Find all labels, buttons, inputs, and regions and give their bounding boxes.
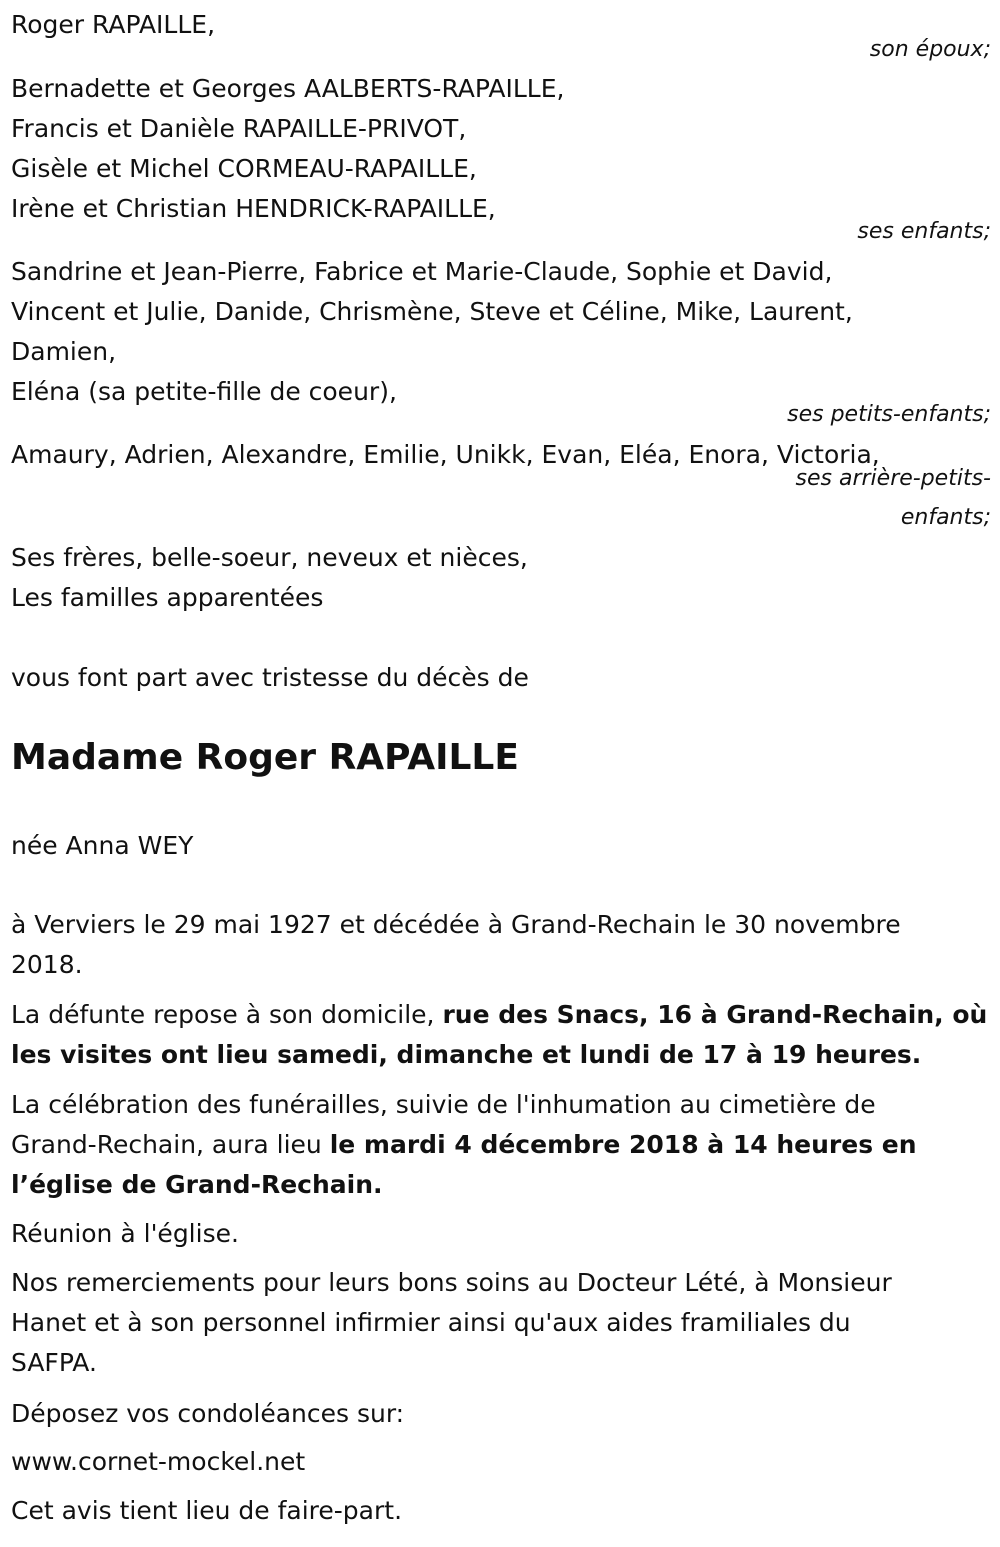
ceremony-date: le mardi 4 décembre 2018 à 14 heures en: [329, 1130, 917, 1159]
grandchild-line: Vincent et Julie, Danide, Chrismène, Steve et Céline, Mike, Laurent,: [11, 297, 853, 326]
thanks-line1: Nos remerciements pour leurs bons soins au Docteur Lété, à Monsieur: [11, 1268, 892, 1297]
ceremony-text: Grand-Rechain, aura lieu: [11, 1130, 330, 1159]
repose-text: La défunte repose à son domicile,: [11, 1000, 443, 1029]
ceremony-line1: La célébration des funérailles, suivie de l'inhumation au cimetière de: [11, 1090, 876, 1119]
repose-address: rue des Snacs, 16 à Grand-Rechain, où: [442, 1000, 988, 1029]
grandchild-line: Damien,: [11, 337, 117, 366]
birth-death-line2: 2018.: [11, 950, 83, 979]
grandchild-line: Sandrine et Jean-Pierre, Fabrice et Marie-Claude, Sophie et David,: [11, 257, 833, 286]
grandchild-line: Eléna (sa petite-fille de coeur),: [11, 377, 397, 406]
great-grandchildren-role-line2: enfants;: [900, 505, 991, 530]
condolences-label: Déposez vos condoléances sur:: [11, 1399, 405, 1428]
deceased-name: Madame Roger RAPAILLE: [11, 737, 519, 778]
born-name: née Anna WEY: [11, 831, 194, 860]
announcement: vous font part avec tristesse du décès de: [11, 663, 529, 692]
ceremony-line2: [11, 1125, 917, 1165]
great-grandchild-line: Amaury, Adrien, Alexandre, Emilie, Unikk, Evan, Eléa, Enora, Victoria,: [11, 440, 880, 469]
birth-death-line1: à Verviers le 29 mai 1927 et décédée à Grand-Rechain le 30 novembre: [11, 910, 901, 939]
death-notice: [11, 0, 991, 1547]
relatives-line: Ses frères, belle-soeur, neveux et nièces,: [11, 543, 528, 572]
visiting-hours: les visites ont lieu samedi, dimanche et lundi de 17 à 19 heures.: [11, 1040, 922, 1069]
thanks-line3: SAFPA.: [11, 1348, 97, 1377]
meeting-info: Réunion à l'église.: [11, 1219, 239, 1248]
great-grandchildren-role-line1: ses arrière-petits-: [795, 466, 991, 491]
thanks-line2: Hanet et à son personnel infirmier ainsi qu'aux aides framiliales du: [11, 1308, 851, 1337]
child-line: Irène et Christian HENDRICK-RAPAILLE,: [11, 194, 496, 223]
closing-note: Cet avis tient lieu de faire-part.: [11, 1496, 403, 1525]
repose-line2: [11, 1035, 921, 1075]
child-line: Gisèle et Michel CORMEAU-RAPAILLE,: [11, 154, 477, 183]
spouse-name: Roger RAPAILLE,: [11, 10, 216, 39]
ceremony-place: l’église de Grand-Rechain.: [11, 1170, 383, 1199]
children-role: ses enfants;: [857, 219, 991, 244]
condolences-link[interactable]: www.cornet-mockel.net: [11, 1447, 306, 1476]
relatives-line: Les familles apparentées: [11, 583, 324, 612]
child-line: Francis et Danièle RAPAILLE-PRIVOT,: [11, 114, 467, 143]
child-line: Bernadette et Georges AALBERTS-RAPAILLE,: [11, 74, 565, 103]
grandchildren-role: ses petits-enfants;: [787, 402, 991, 427]
spouse-role: son époux;: [869, 37, 991, 62]
repose-line1: [11, 995, 987, 1035]
ceremony-line3: [11, 1165, 383, 1205]
